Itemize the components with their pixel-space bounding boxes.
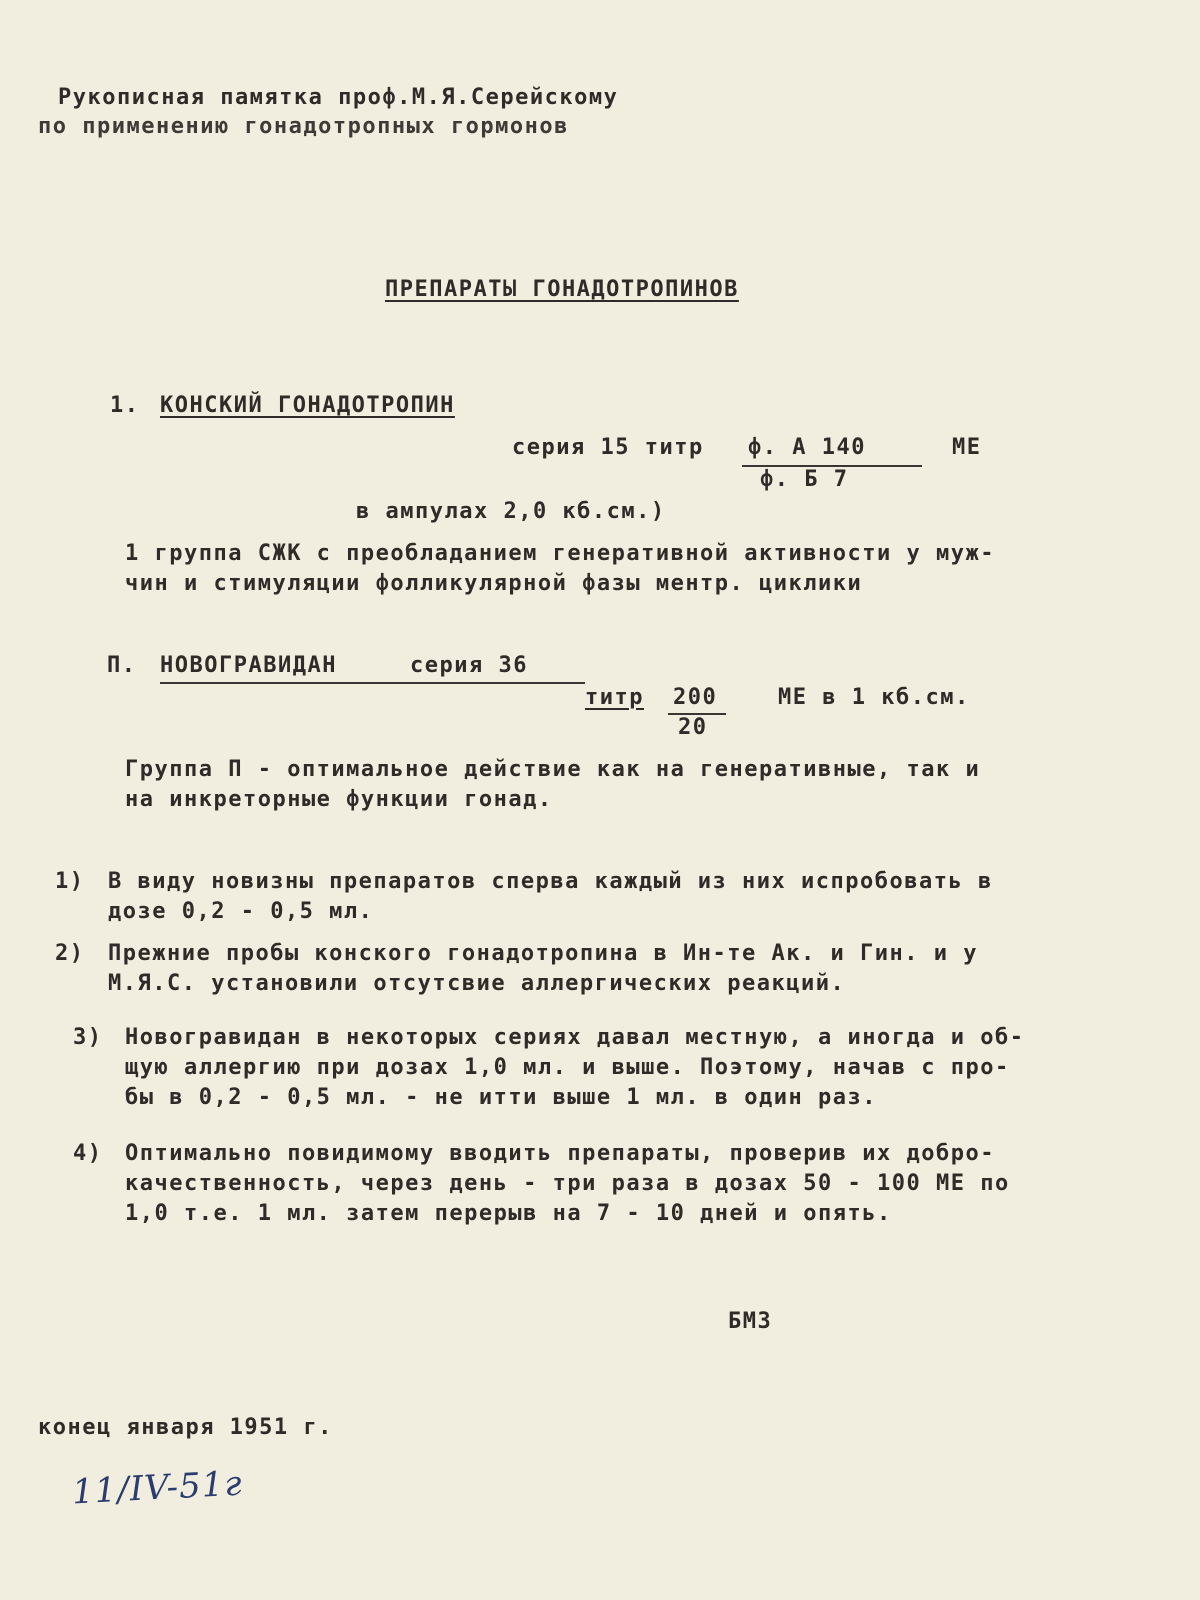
section-1-number: 1.	[110, 393, 140, 418]
section-2-name: НОВОГРАВИДАН	[160, 653, 337, 678]
section-2-titr-denominator: 20	[678, 715, 708, 740]
note-4-number: 4)	[73, 1141, 103, 1166]
section-1-name: КОНСКИЙ ГОНАДОТРОПИН	[160, 393, 455, 418]
note-3-line-2: щую аллергию при дозах 1,0 мл. и выше. Поэтому, начав с про-	[125, 1055, 1010, 1080]
section-2-description-line-2: на инкреторные функции гонад.	[125, 787, 553, 812]
section-1-fraction-denominator: ф. Б 7	[760, 467, 849, 492]
section-2-series: серия 36	[410, 653, 528, 678]
signature-initials: БМЗ	[728, 1309, 773, 1334]
handwritten-date-annotation: 11/IV-51г	[71, 1463, 244, 1513]
section-2-number: П.	[107, 653, 137, 678]
header-line-1: Рукописная памятка проф.М.Я.Серейскому	[58, 85, 619, 110]
section-2-titr-label: титр	[585, 685, 644, 710]
section-2-description-line-1: Группа П - оптимальное действие как на генеративные, так и	[125, 757, 981, 782]
section-1-description-line-1: 1 группа СЖК с преобладанием генеративной активности у муж-	[125, 541, 995, 566]
note-1-line-1: В виду новизны препаратов сперва каждый из них испробовать в	[108, 869, 993, 894]
note-4-line-3: 1,0 т.е. 1 мл. затем перерыв на 7 - 10 дней и опять.	[125, 1201, 892, 1226]
note-2-line-1: Прежние пробы конского гонадотропина в Ин-те Ак. и Гин. и у	[108, 941, 978, 966]
section-2-underline	[160, 682, 585, 684]
section-1-description-line-2: чин и стимуляции фолликулярной фазы ментр. циклики	[125, 571, 863, 596]
header-line-2: по применению гонадотропных гормонов	[38, 114, 569, 139]
note-4-line-2: качественность, через день - три раза в дозах 50 - 100 МЕ по	[125, 1171, 1010, 1196]
note-2-line-2: М.Я.С. установили отсутсвие аллергических реакций.	[108, 971, 846, 996]
note-4-line-1: Оптимально повидимому вводить препараты, проверив их добро-	[125, 1141, 995, 1166]
section-2-titr-unit: МЕ в 1 кб.см.	[778, 685, 970, 710]
section-1-unit: МЕ	[952, 435, 982, 460]
section-1-series-label: серия 15 титр	[512, 435, 704, 460]
section-2-titr-numerator: 200	[673, 685, 718, 710]
section-1-ampoules: в ампулах 2,0 кб.см.)	[356, 499, 666, 524]
note-3-line-3: бы в 0,2 - 0,5 мл. - не итти выше 1 мл. в один раз.	[125, 1085, 878, 1110]
section-1-fraction-numerator: ф. А 140	[748, 435, 866, 460]
page-title: ПРЕПАРАТЫ ГОНАДОТРОПИНОВ	[385, 277, 739, 302]
note-3-number: 3)	[73, 1025, 103, 1050]
note-1-line-2: дозе 0,2 - 0,5 мл.	[108, 899, 374, 924]
note-3-line-1: Новогравидан в некоторых сериях давал местную, а иногда и об-	[125, 1025, 1025, 1050]
note-2-number: 2)	[55, 941, 85, 966]
note-1-number: 1)	[55, 869, 85, 894]
document-date: конец января 1951 г.	[38, 1415, 333, 1440]
